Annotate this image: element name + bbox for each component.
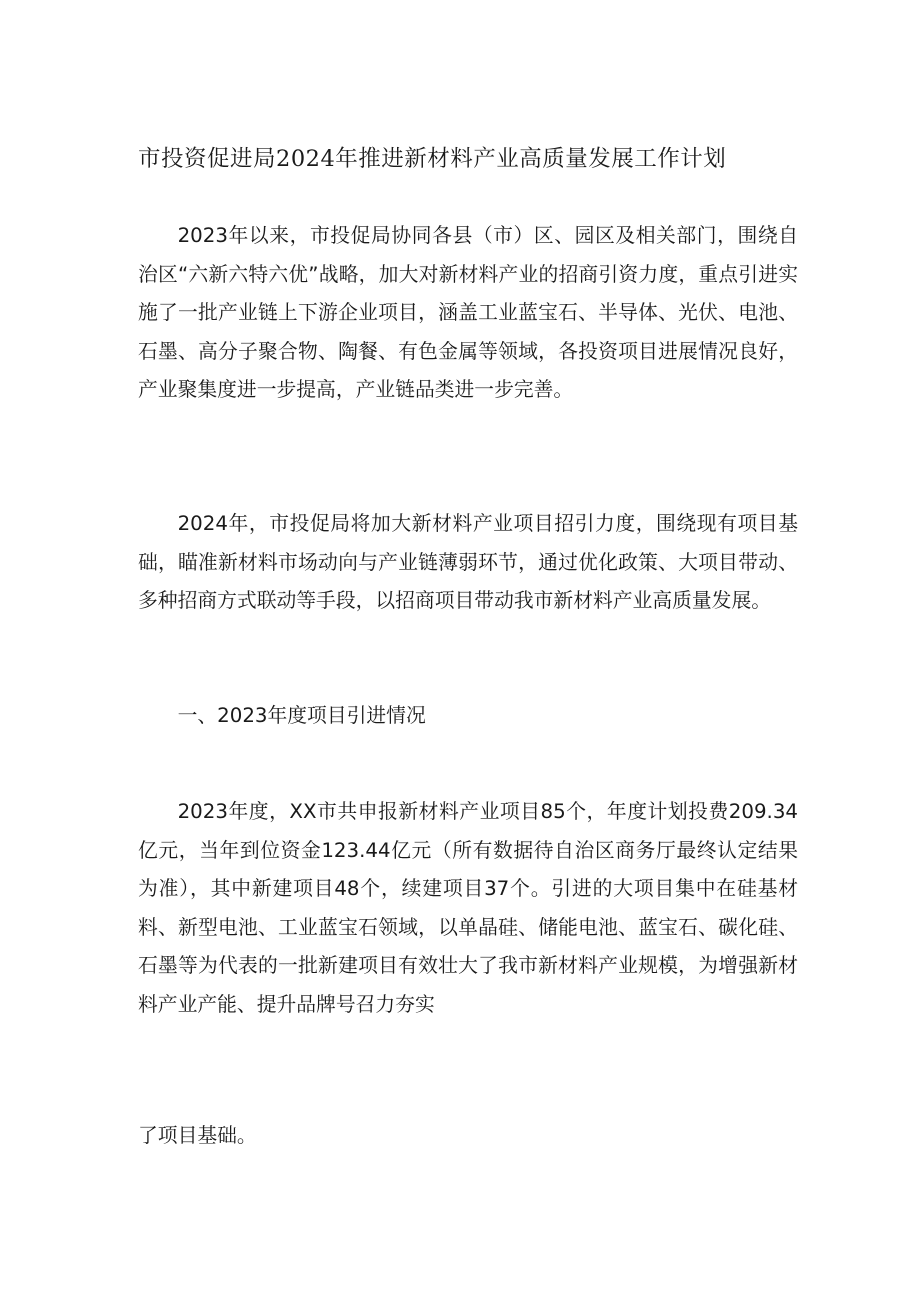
section-heading: 一、2023年度项目引进情况 bbox=[177, 704, 426, 727]
document-title: 市投资促进局2024年推进新材料产业高质量发展工作计划 bbox=[138, 146, 727, 172]
paragraph-continuation: 了项目基础。 bbox=[138, 1124, 257, 1147]
paragraph-2023-overview: 2023年以来，市投促局协同各县（市）区、园区及相关部门，围绕自治区“六新六特六优”战略，加大对新材料产业的招商引资力度，重点引进实施了一批产业链上下游企业项目，涵盖工业蓝宝石、半导体、光伏、电池、石墨、高分子聚合物、陶餐、有色金属等领域，各投资项目进展情况良好，产业聚集度进一步提高，产业链品类进一步完善。 bbox=[138, 224, 798, 401]
paragraph-2024-plan: 2024年，市投促局将加大新材料产业项目招引力度，围绕现有项目基础，瞄准新材料市场动向与产业链薄弱环节，通过优化政策、大项目带动、多种招商方式联动等手段，以招商项目带动我市新材料产业高质量发展。 bbox=[138, 512, 798, 612]
paragraph-2023-projects: 2023年度，XX市共申报新材料产业项目85个，年度计划投费209.34亿元，当年到位资金123.44亿元（所有数据待自治区商务厅最终认定结果为准），其中新建项目48个，续建项目37个。引进的大项目集中在硅基材料、新型电池、工业蓝宝石领域，以单晶硅、储能电池、蓝宝石、碳化硅、石墨等为代表的一批新建项目有效壮大了我市新材料产业规模，为增强新材料产业产能、提升品牌号召力夯实 bbox=[138, 800, 798, 1016]
